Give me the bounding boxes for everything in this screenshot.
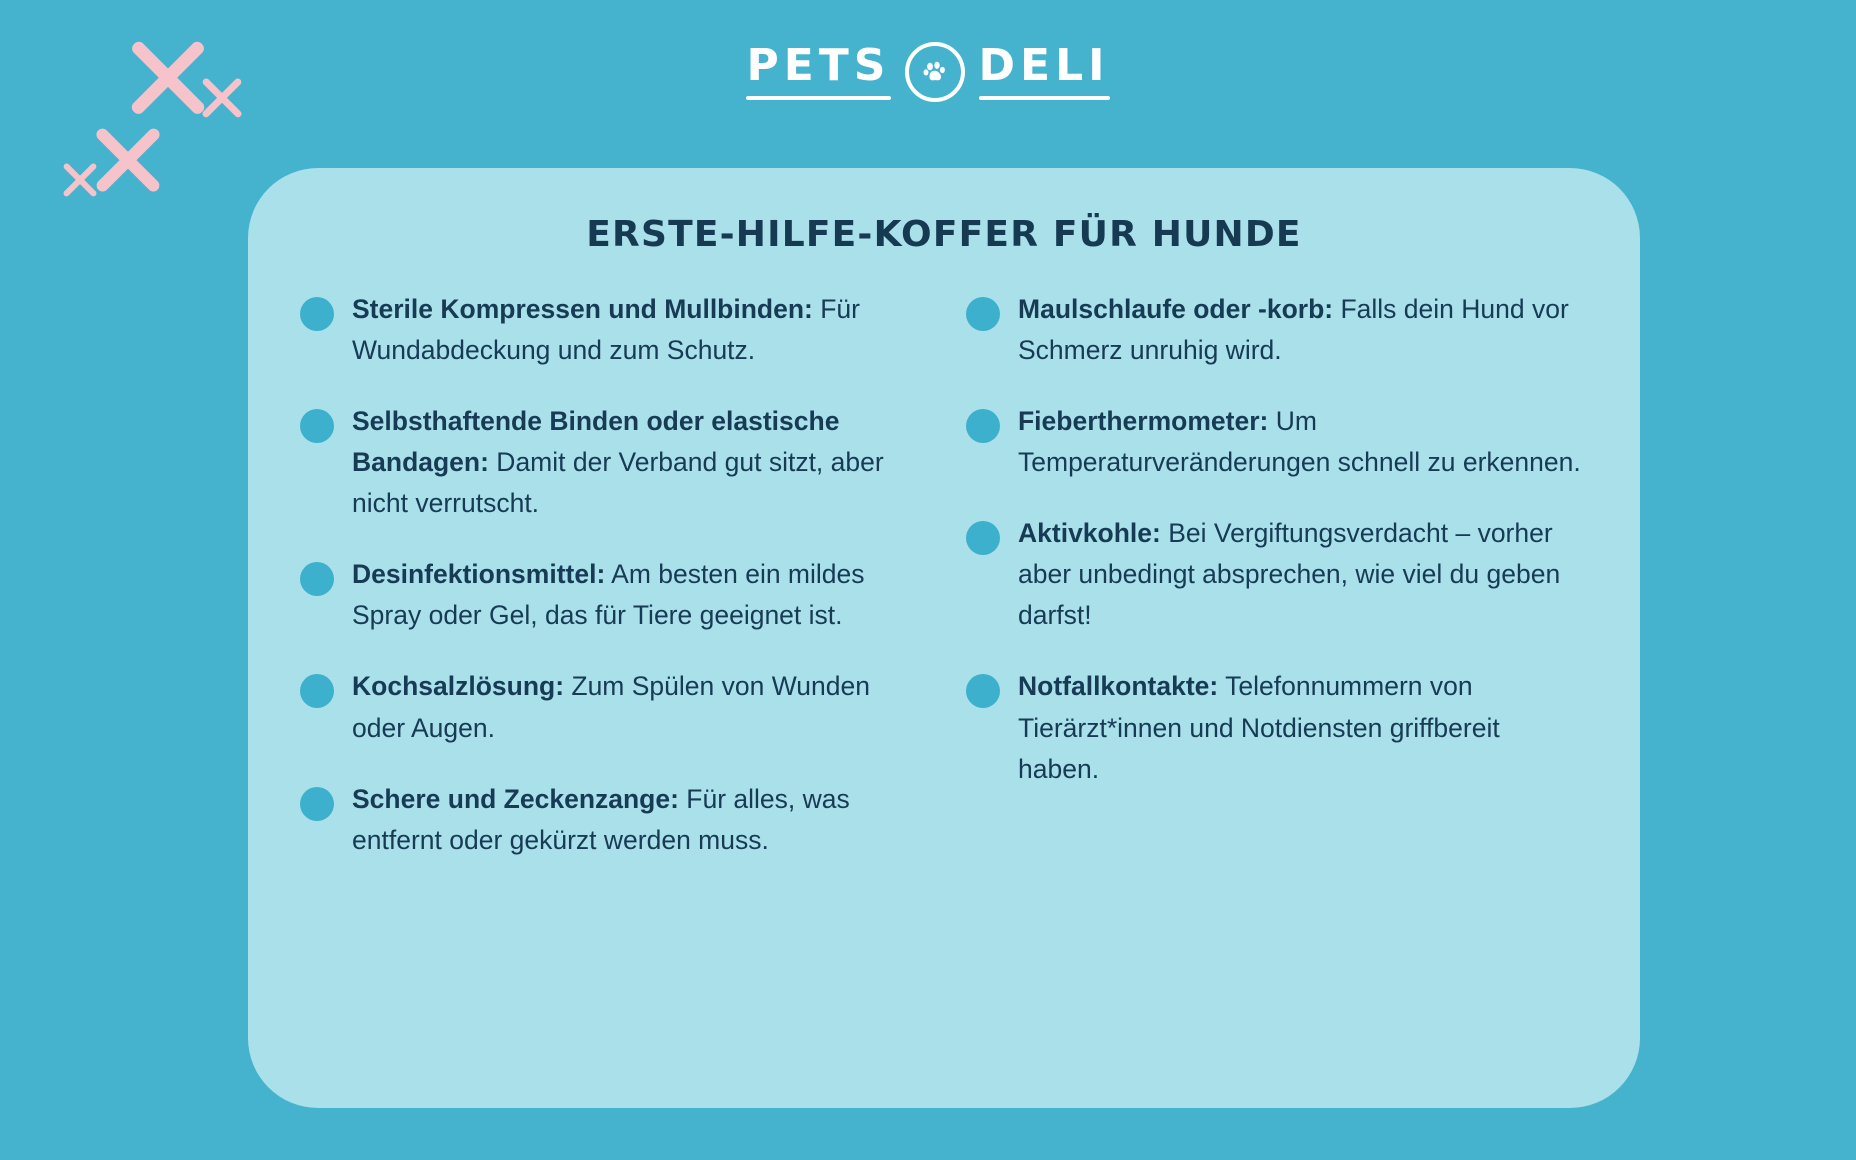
checklist-item-text <box>1018 666 1588 789</box>
checklist-item-text <box>352 554 922 636</box>
bullet-dot-icon <box>966 674 1000 708</box>
checklist-item-description: Für Wundabdeckung und zum Schutz. <box>352 294 860 366</box>
checklist-item-text <box>1018 513 1588 636</box>
checklist-column-left <box>300 289 922 891</box>
bullet-dot-icon <box>966 521 1000 555</box>
checklist-item-description: Um Temperaturveränderungen schnell zu erkennen. <box>1018 406 1581 478</box>
checklist-item-text <box>352 666 922 748</box>
bullet-dot-icon <box>300 297 334 331</box>
checklist-item <box>966 666 1588 789</box>
checklist-item-term: Aktivkohle: <box>1018 518 1161 549</box>
checklist-item <box>966 289 1588 371</box>
checklist-item-text <box>1018 401 1588 483</box>
checklist-item-term: Sterile Kompressen und Mullbinden: <box>352 294 813 324</box>
logo-text-pets: PETS <box>746 44 890 100</box>
checklist-item-term: Fieberthermometer: <box>1018 406 1269 437</box>
checklist-item-description: Zum Spülen von Wunden oder Augen. <box>352 671 870 743</box>
paw-icon <box>905 42 965 102</box>
checklist-item <box>300 666 922 748</box>
bullet-dot-icon <box>300 562 334 596</box>
checklist-item-description: Damit der Verband gut sitzt, aber nicht verrutscht. <box>352 447 884 519</box>
bullet-dot-icon <box>300 674 334 708</box>
bullet-dot-icon <box>966 297 1000 331</box>
checklist-item-text <box>352 779 922 861</box>
checklist-item-term: Desinfektionsmittel: <box>352 559 606 590</box>
checklist-item-term: Schere und Zeckenzange: <box>352 783 679 814</box>
checklist-item <box>300 779 922 861</box>
checklist-item <box>300 289 922 371</box>
checklist-item <box>300 554 922 636</box>
checklist-columns <box>248 255 1640 891</box>
checklist-item-description: Am besten ein mildes Spray oder Gel, das für Tiere geeignet ist. <box>352 559 865 631</box>
checklist-item-term: Selbsthaftende Binden oder elastische Bandagen: <box>352 406 840 478</box>
sparkle-top-left-mid <box>86 118 170 202</box>
checklist-item-term: Kochsalzlösung: <box>352 671 565 702</box>
bullet-dot-icon <box>300 787 334 821</box>
checklist-item-text <box>352 289 922 371</box>
brand-logo <box>0 42 1856 102</box>
logo-text-deli: DELI <box>979 44 1110 100</box>
sparkle-top-left-tiny <box>58 158 102 202</box>
checklist-item-text <box>352 401 922 524</box>
checklist-item-description: Für alles, was entfernt oder gekürzt werden muss. <box>352 783 850 855</box>
page-title: ERSTE-HILFE-KOFFER FÜR HUNDE <box>586 214 1302 255</box>
checklist-item-description: Telefonnummern von Tierärzt*innen und Notdiensten griffbereit haben. <box>1018 671 1500 784</box>
checklist-item-description: Falls dein Hund vor Schmerz unruhig wird. <box>1018 294 1569 366</box>
checklist-item-term: Maulschlaufe oder -korb: <box>1018 294 1334 324</box>
checklist-item <box>966 401 1588 483</box>
checklist-item-term: Notfallkontakte: <box>1018 671 1219 702</box>
content-card <box>248 168 1640 1108</box>
checklist-item <box>300 401 922 524</box>
bullet-dot-icon <box>300 409 334 443</box>
checklist-item <box>966 513 1588 636</box>
bullet-dot-icon <box>966 409 1000 443</box>
checklist-item-text <box>1018 289 1588 371</box>
checklist-column-right <box>966 289 1588 891</box>
checklist-item-description: Bei Vergiftungsverdacht – vorher aber unbedingt absprechen, wie viel du geben darfst! <box>1018 518 1561 631</box>
